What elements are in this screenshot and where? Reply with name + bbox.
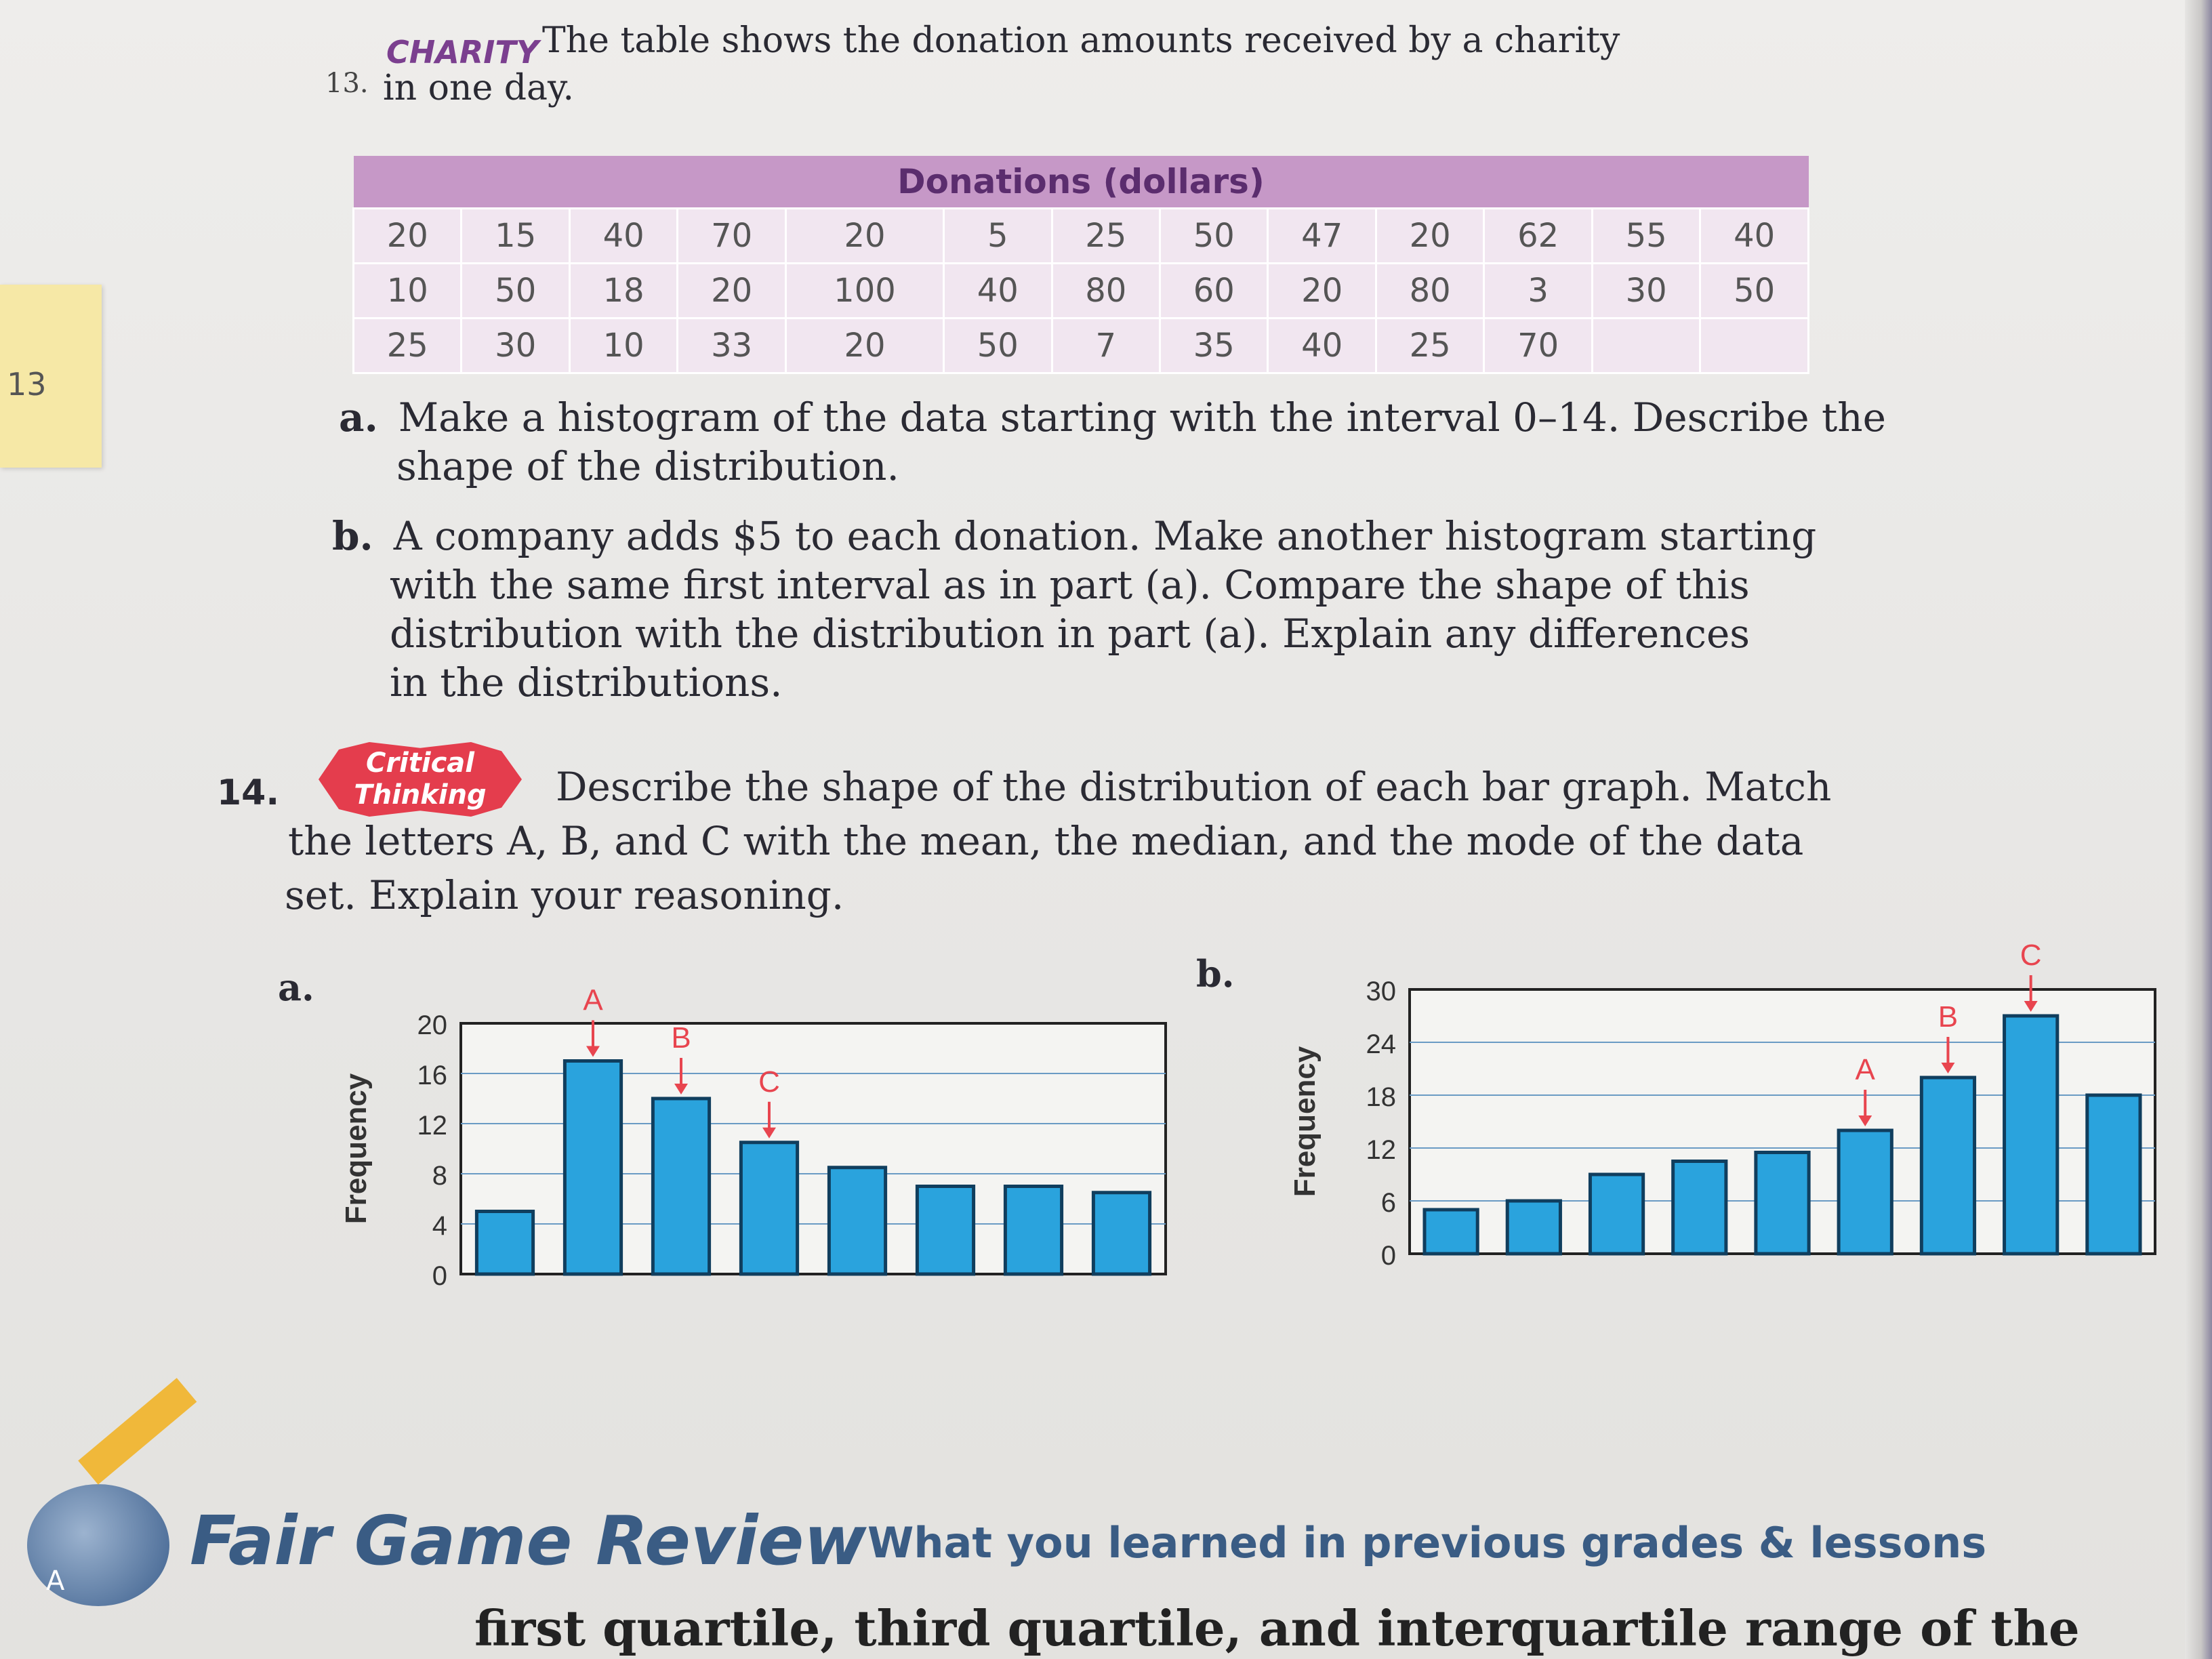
y-axis-label: Frequency	[340, 1073, 373, 1225]
review-pencil-icon	[27, 1484, 169, 1606]
table-cell: 20	[1376, 209, 1483, 264]
table-cell: 50	[944, 319, 1052, 373]
table-cell: 60	[1160, 264, 1268, 319]
table-cell: 50	[462, 264, 569, 319]
table-cell: 20	[678, 264, 785, 319]
table-cell: 20	[785, 209, 943, 264]
table-cell: 25	[1052, 209, 1160, 264]
table-cell: 55	[1592, 209, 1700, 264]
part-b-line4: in the distributions.	[390, 659, 783, 705]
bar	[653, 1099, 709, 1274]
bar-chart-a	[325, 962, 1179, 1315]
y-tick-label: 20	[417, 1010, 447, 1040]
fair-game-title: Fair Game Review	[190, 1501, 867, 1580]
table-cell: 20	[785, 319, 943, 373]
part-b	[332, 512, 1816, 707]
problem-13-number: 13.	[325, 68, 369, 99]
problem-13-intro-line1: The table shows the donation amounts received by a charity	[542, 20, 1620, 61]
bar	[917, 1187, 973, 1275]
problem-14-line1: Describe the shape of the distribution of each bar graph. Match	[556, 764, 1832, 810]
table-cell: 80	[1376, 264, 1483, 319]
table-row	[354, 264, 1809, 319]
part-b-label: b.	[332, 513, 373, 559]
fair-game-subtitle: What you learned in previous grades & lessons	[867, 1518, 1987, 1568]
table-cell	[1592, 319, 1700, 373]
problem-14-number: 14.	[217, 773, 280, 813]
table-cell: 70	[678, 209, 785, 264]
y-tick-label: 4	[432, 1211, 447, 1241]
bar	[2005, 1016, 2057, 1254]
table-cell: 35	[1160, 319, 1268, 373]
y-axis-label: Frequency	[1288, 1046, 1322, 1197]
bar-chart-b	[1274, 928, 2169, 1294]
y-tick-label: 16	[417, 1061, 447, 1090]
badge-line1: Critical	[365, 747, 475, 779]
y-tick-label: 0	[432, 1261, 447, 1291]
table-cell: 30	[1592, 264, 1700, 319]
annotation-letter: A	[583, 983, 603, 1017]
bar	[565, 1061, 621, 1275]
part-b-line3: distribution with the distribution in part (a). Explain any differences	[390, 611, 1750, 657]
y-tick-label: 12	[417, 1111, 447, 1141]
part-b-line1: A company adds $5 to each donation. Make another histogram starting	[393, 513, 1817, 559]
table-cell: 25	[354, 319, 462, 373]
table-cell: 40	[1268, 319, 1376, 373]
table-cell: 33	[678, 319, 785, 373]
table-cell: 62	[1484, 209, 1592, 264]
graph-b-label: b.	[1196, 952, 1235, 996]
bar	[1005, 1187, 1061, 1275]
table-cell: 10	[569, 319, 677, 373]
review-icon-letter: A	[46, 1565, 65, 1597]
y-tick-label: 6	[1380, 1188, 1396, 1218]
annotation-letter: A	[1855, 1053, 1875, 1086]
y-tick-label: 8	[432, 1161, 447, 1191]
bar	[2087, 1095, 2140, 1254]
bar	[1093, 1193, 1149, 1274]
part-a-line1: Make a histogram of the data starting with the interval 0–14. Describe the	[398, 394, 1886, 441]
annotation-letter: C	[758, 1065, 780, 1099]
table-cell: 40	[569, 209, 677, 264]
graph-a-label: a.	[278, 966, 314, 1009]
problem-14-line2: the letters A, B, and C with the mean, the median, and the mode of the data	[288, 818, 1804, 864]
table-row	[354, 209, 1809, 264]
y-tick-label: 24	[1366, 1029, 1396, 1059]
bar	[741, 1143, 797, 1274]
y-tick-label: 18	[1366, 1082, 1396, 1112]
bar	[1756, 1153, 1809, 1254]
y-tick-label: 30	[1366, 977, 1396, 1006]
page-edge	[2185, 0, 2212, 1659]
table-cell: 80	[1052, 264, 1160, 319]
bar	[1590, 1174, 1643, 1254]
annotation-letter: B	[671, 1021, 691, 1054]
bar	[1673, 1162, 1726, 1254]
table-cell: 47	[1268, 209, 1376, 264]
bar	[1921, 1078, 1974, 1254]
table-cell: 100	[785, 264, 943, 319]
table-cell: 10	[354, 264, 462, 319]
side-tab-label: 13	[7, 366, 47, 403]
bar	[1425, 1210, 1477, 1254]
bar	[1839, 1130, 1891, 1254]
table-cell: 50	[1700, 264, 1809, 319]
table-cell: 15	[462, 209, 569, 264]
pencil-icon	[78, 1378, 197, 1484]
table-cell: 20	[354, 209, 462, 264]
part-a-label: a.	[339, 394, 378, 441]
y-tick-label: 12	[1366, 1135, 1396, 1165]
table-cell: 18	[569, 264, 677, 319]
table-cell: 3	[1484, 264, 1592, 319]
table-cell: 7	[1052, 319, 1160, 373]
problem-13-tag: CHARITY	[386, 34, 539, 70]
annotation-letter: C	[2020, 939, 2042, 972]
problem-14-line3: set. Explain your reasoning.	[285, 872, 844, 918]
table-cell: 25	[1376, 319, 1483, 373]
table-cell: 5	[944, 209, 1052, 264]
table-cell: 40	[944, 264, 1052, 319]
table-cell: 70	[1484, 319, 1592, 373]
bar	[476, 1212, 533, 1275]
problem-13-intro-line2: in one day.	[383, 68, 575, 108]
badge-line2: Thinking	[354, 779, 487, 811]
bar	[829, 1168, 885, 1274]
table-cell: 30	[462, 319, 569, 373]
table-cell: 40	[1700, 209, 1809, 264]
cut-off-line: first quartile, third quartile, and interquartile range of the	[474, 1599, 2080, 1657]
table-cell: 50	[1160, 209, 1268, 264]
critical-thinking-badge	[319, 742, 522, 817]
part-b-line2: with the same first interval as in part (a). Compare the shape of this	[390, 562, 1750, 608]
annotation-letter: B	[1938, 1000, 1959, 1033]
y-tick-label: 0	[1380, 1241, 1396, 1271]
bar	[1507, 1201, 1560, 1254]
donations-table-header: Donations (dollars)	[354, 156, 1809, 209]
table-cell	[1700, 319, 1809, 373]
table-row	[354, 319, 1809, 373]
table-cell: 20	[1268, 264, 1376, 319]
part-a	[339, 393, 1886, 491]
part-a-line2: shape of the distribution.	[396, 443, 899, 489]
donations-table	[352, 156, 1809, 374]
